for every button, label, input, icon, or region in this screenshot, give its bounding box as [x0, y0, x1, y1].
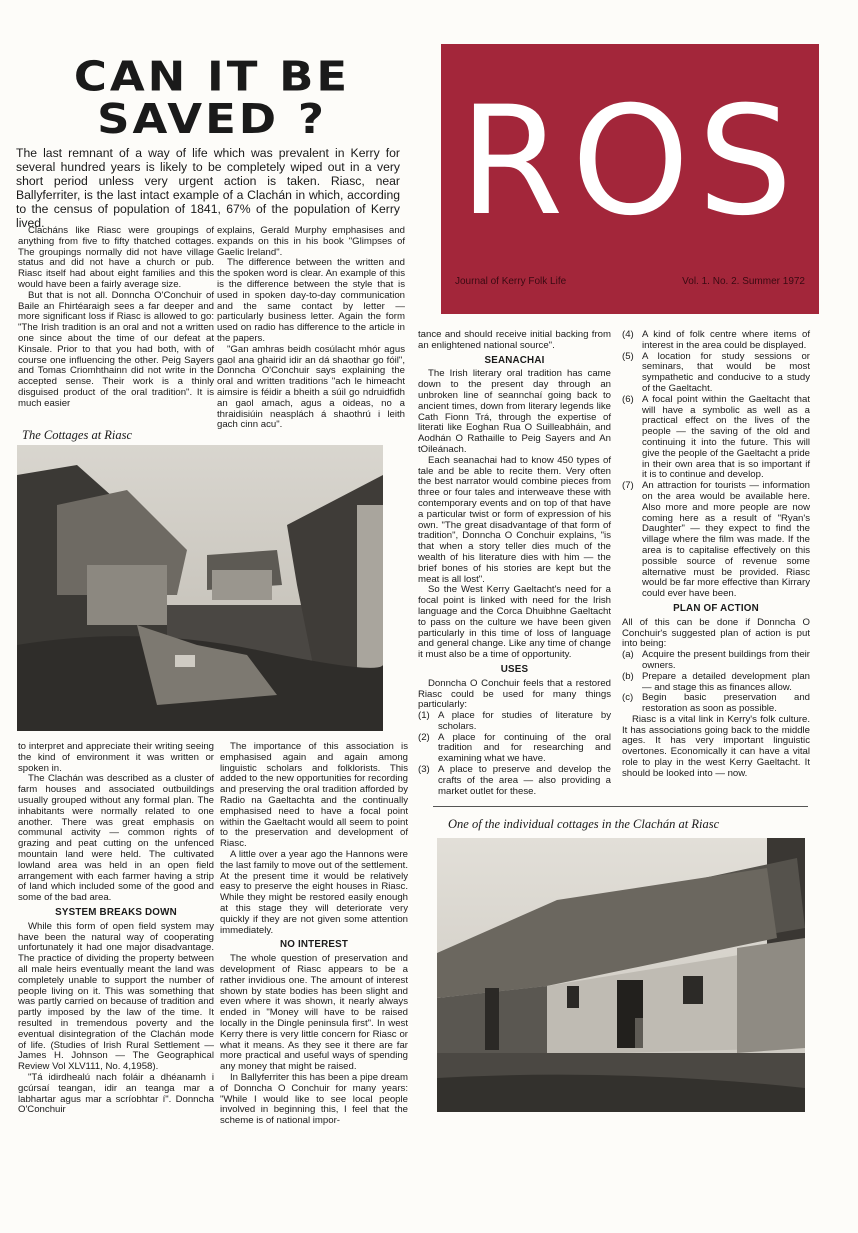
paragraph: "Gan amhras beidh cosúlacht mhór agus gaol ana ghairid idir an dá shaothar go fóil", Donncha O'Conchuir says explaining the oral and written traditions "ach le himeacht aimsire is féidir a bheith a súil go ndruidfidh an gaol amach, agus a oideas, no a thraidisiúin neasplách á shaothrú i leith gach cinn acu". [217, 343, 405, 431]
list-item [418, 711, 611, 733]
paragraph: to interpret and appreciate their writing seeing the kind of environment it was written or spoken in. [18, 741, 214, 774]
list-text: A kind of folk centre where items of interest in the area could be displayed. [642, 329, 810, 351]
list-text: A focal point within the Gaeltacht that will have a symbolic as well as a practical effect on the lives of the people — the saving of the old and continuing it into the future. This will give the people of the Gaeltacht a pride in their own area that is so important if it is to continue and develop. [642, 393, 810, 481]
list-text: Acquire the present buildings from their owners. [642, 649, 810, 671]
paragraph: Clacháns like Riasc were groupings of anything from five to fifty thatched cottages. The groupings normally did not have village status and did not have a church or pub. Riasc itself had about eight families and this would have been a fairly average size. [18, 225, 214, 290]
list-item [622, 395, 810, 481]
column-1-top [18, 226, 214, 422]
paragraph: Riasc is a vital link in Kerry's folk culture. It has associations going back to the middle ages. It has very important linguistic overtones. Economically it can have a vital role to play in the west Kerry Gaeltacht. It should be looked into — now. [622, 713, 810, 779]
paragraph: A little over a year ago the Hannons were the last family to move out of the settlement. At the present time it would be relatively easy to preserve the eight houses in Riasc. While they might be restored easily enough at this stage they will deteriorate very quickly if they are not given some attention immediately. [220, 848, 408, 936]
list-text: A location for study sessions or seminars, that would be most sympathetic and conducive to a study of the Gaeltacht. [642, 350, 810, 394]
list-text: Prepare a detailed development plan — and stage this as finances allow. [642, 670, 810, 693]
list-item [622, 330, 810, 352]
journal-name: Journal of Kerry Folk Life [455, 276, 567, 287]
list-item [622, 650, 810, 672]
headline [12, 52, 412, 144]
list-item [622, 693, 810, 715]
list-marker: (5) [622, 350, 634, 362]
photo-cottages-at-riasc [17, 445, 383, 731]
list-marker: (a) [622, 649, 634, 661]
list-text: Begin basic preservation and restoration as soon as possible. [642, 692, 810, 715]
issue-info: Vol. 1. No. 2. Summer 1972 [682, 276, 805, 287]
list-item [622, 481, 810, 600]
paragraph: All of this can be done if Donncha O Conchuir's suggested plan of action is put into being: [622, 616, 810, 650]
list-text: A place for continuing of the oral tradition and for researching and examining what we have. [438, 731, 611, 765]
heading-system-breaks-down: SYSTEM BREAKS DOWN [55, 906, 177, 918]
list-item [418, 765, 611, 797]
paragraph: The Irish literary oral tradition has came down to the present day through an unbroken line of seannchaí going back to ancient times, down from literary legends like Cath Fionn Trá, through the expertise of literati like Eoghan Rua O Suilleabháin, and Aodhán O Rathaille to Peig Sayers and An tOileánach. [418, 368, 611, 455]
paragraph: While this form of open field system may have been the natural way of cooperating unfortunately it had one major disadvantage. The practice of dividing the property between all male heirs eventually meant the land was completely unable to support the number of people living on it. This was something that was partly carried on because of tradition and partly imposed by the law of the time. It resulted in tremendous poverty and the eventual disintegration of the Clachán mode of life. (Studies of Irish Rural Settlement — James H. Johnson — The Geographical Review Vol XLV111, No. 4,1958). [18, 920, 214, 1073]
paragraph: But that is not all. Donncha O'Conchuir of Baile an Fhirtéaraigh sees a far deeper and more significant loss if Riasc is allowed to go: "The Irish tradition is an oral and not a written one since about the time of our defeat at Kinsale. Prior to that you had both, with of course one influencing the other. Peig Sayers and Tomas Criomhthainn did not write in the accepted sense. Their work is a thinly disguised product of the oral tradition". It is much easier [18, 289, 214, 409]
list-marker: (c) [622, 692, 634, 704]
heading-seanachai: SEANACHAI [484, 354, 545, 366]
list-marker: (3) [418, 764, 430, 776]
paragraph: The difference between the written and the spoken word is clear. An example of this is the difference between the style that is used in spoken day-to-day communication and the same contact by letter — particularly business letter. Again the form used on radio has difference to the article in the papers. [217, 257, 405, 344]
column-3 [418, 330, 611, 800]
column-2-bottom [220, 742, 408, 1140]
column-1-bottom [18, 742, 214, 1140]
masthead-title: ROS [459, 75, 801, 249]
column-4 [622, 330, 810, 800]
paragraph: tance and should receive initial backing from an enlightened national source". [418, 329, 611, 351]
paragraph: Donncha O Conchuir feels that a restored Riasc could be used for many things particularly: [418, 677, 611, 711]
paragraph: So the West Kerry Gaeltacht's need for a focal point is linked with need for the Irish language and the Corca Dhuibhne Gaeltacht to pass on the culture we have been given particularly in this time of loss of language and general change. Like any time of change it must also be a time of opportunity. [418, 584, 611, 661]
list-text: A place to preserve and develop the crafts of the area — also providing a market outlet for these. [438, 764, 611, 797]
divider [433, 806, 808, 807]
heading-uses: USES [500, 663, 529, 675]
paragraph: The Clachán was described as a cluster of farm houses and associated outbuildings usually grouped without any formal plan. The inhabitants were normally related to one another. There was great emphasis on communal activity — common rights of grazing and peat cutting on the unfenced mountain land were held. The cultivated lowland area was held in an open field arrangement with each farmer having a strip of land which included some of the good and some of the bad area. [18, 773, 214, 904]
list-marker: (6) [622, 393, 634, 405]
list-item [622, 672, 810, 694]
list-marker: (2) [418, 731, 430, 743]
headline-line-1: CAN IT BE [73, 52, 351, 101]
heading-plan-of-action: PLAN OF ACTION [673, 602, 759, 614]
list-text: An attraction for tourists — information on the area would be available here. Also more and more people are now coming here as a result of "Ryan's Daughter" — they expect to find the village where the film was made. If the area is to capitalise effectively on this possible source of revenue some alternative must be provided. Riasc would be far more effective than Kirrary could ever have been. [642, 480, 810, 600]
list-marker: (4) [622, 329, 634, 340]
paragraph: explains, Gerald Murphy emphasises and expands on this in his book "Glimpses of Gaelic Ireland". [217, 225, 405, 258]
list-marker: (7) [622, 480, 634, 492]
list-marker: (1) [418, 710, 430, 722]
paragraph: In Ballyferriter this has been a pipe dream of Donncha O Conchuir for many years: "While I would like to see local people involved in beginning this, I feel that the scheme is of national impor- [220, 1071, 408, 1127]
list-text: A place for studies of literature by scholars. [438, 710, 611, 732]
intro-paragraph: The last remnant of a way of life which was prevalent in Kerry for several hundred years is likely to be completely wiped out in a very short period unless very urgent action is taken. Riasc, near Ballyferriter, is the last intact example of a Clachán in which, according to the census of population of 1841, 67% of the population of Kerry lived. [16, 146, 400, 230]
paragraph: The importance of this association is emphasised again and again among linguistic scholars and folklorists. This added to the new opportunities for recording and preserving the oral tradition afforded by Radio na Gaeltachta and the continually emphasised need to have a focal point within the Gaeltacht would all seem to point to the preservation and development of Riasc. [220, 741, 408, 850]
list-marker: (b) [622, 670, 634, 682]
list-item [622, 352, 810, 395]
heading-no-interest: NO INTEREST [279, 939, 349, 951]
paragraph: "Tá idirdhealú nach foláir a dhéanamh i gcúrsaí teangan, idir an teanga mar a labhartar agus mar a scríobhtar í". Donncha O'Conchuir [18, 1071, 214, 1116]
caption-cottage: One of the individual cottages in the Clachán at Riasc [448, 817, 720, 831]
column-2-top [217, 225, 405, 431]
masthead [441, 44, 819, 314]
headline-line-2: SAVED ? [97, 94, 327, 144]
photo-individual-cottage [437, 838, 805, 1112]
list-item [418, 733, 611, 765]
paragraph: The whole question of preservation and development of Riasc appears to be a rather invidious one. The amount of interest shown by state bodies has been slight and even where it was shown, it nearly always ended in "Money will have to be raised locally in the Dingle peninsula first". In west Kerry there is very little concern for Riasc or what it means. As they see it there are far more practical and useful ways of spending any money that might be raised. [220, 953, 408, 1073]
paragraph: Each seanachai had to know 450 types of tale and be able to recite them. Very often the best narrator would combine pieces from three or four tales and interweave these with contemporary events and on top of that have a particular twist or form of expression of his own. "The great disadvantage of that form of tradition", Donncha O Conchuir explains, "is that when a story teller dies much of the wealth of his literature dies with him — the brief bones of his stories are kept but the meat is all lost". [418, 454, 611, 585]
caption-cottages: The Cottages at Riasc [22, 428, 133, 442]
